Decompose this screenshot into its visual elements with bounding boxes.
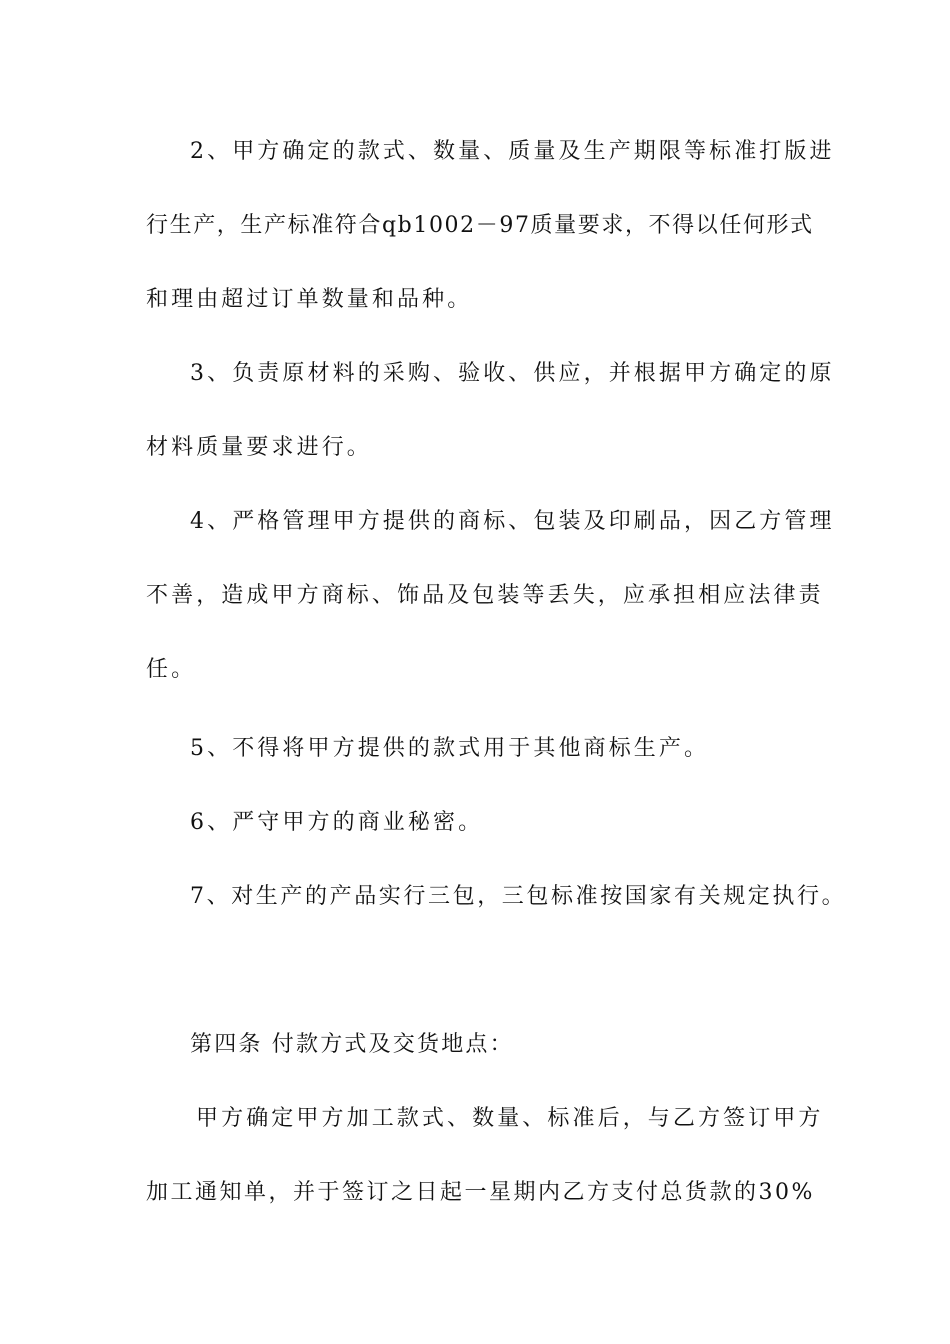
clause-2-line-2: 行生产，生产标准符合qb1002－97质量要求，不得以任何形式 xyxy=(146,213,814,238)
clause-7-line: 7、对生产的产品实行三包，三包标准按国家有关规定执行。 xyxy=(190,884,847,909)
clause-4-line-2: 不善，造成甲方商标、饰品及包装等丢失，应承担相应法律责 xyxy=(146,583,824,608)
clause-6-line: 6、严守甲方的商业秘密。 xyxy=(190,810,484,835)
clause-3-line-2: 材料质量要求进行。 xyxy=(146,435,372,460)
article-4-heading: 第四条 付款方式及交货地点： xyxy=(190,1032,514,1057)
clause-5-line: 5、不得将甲方提供的款式用于其他商标生产。 xyxy=(190,736,710,761)
clause-2-line-1: 2、甲方确定的款式、数量、质量及生产期限等标准打版进 xyxy=(190,139,835,164)
clause-4-line-3: 任。 xyxy=(146,657,197,682)
clause-2-line-3: 和理由超过订单数量和品种。 xyxy=(146,287,473,312)
article-4-paragraph-line-2: 加工通知单，并于签订之日起一星期内乙方支付总货款的30% xyxy=(146,1180,815,1205)
clause-3-line-1: 3、负责原材料的采购、验收、供应，并根据甲方确定的原 xyxy=(190,361,835,386)
clause-4-line-1: 4、严格管理甲方提供的商标、包装及印刷品，因乙方管理 xyxy=(190,509,835,534)
article-4-paragraph-line-1: 甲方确定甲方加工款式、数量、标准后，与乙方签订甲方 xyxy=(196,1106,824,1131)
